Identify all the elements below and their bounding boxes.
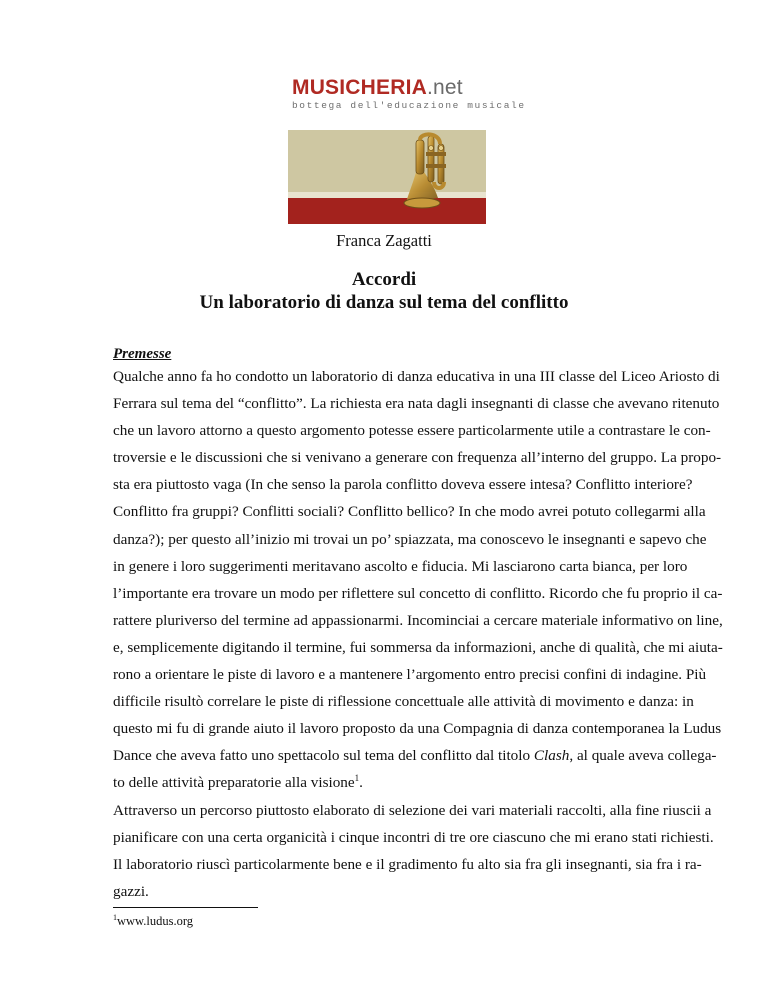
text-line: pianificare con una certa organicità i cinque incontri di tre ore ciascuno che mi erano stati richiesti. (113, 829, 714, 847)
text-line (113, 742, 717, 769)
footnote (113, 914, 193, 929)
section-heading: Premesse (113, 346, 172, 362)
text-line: Attraverso un percorso piuttosto elaborato di selezione dei vari materiali raccolti, alla fine riuscii a (113, 802, 712, 819)
footnote-link[interactable]: www.ludus.org (117, 914, 194, 928)
text-line (113, 769, 670, 796)
text-line: che un lavoro attorno a questo argomento potesse essere particolarmente utile a contrastare le con- (113, 422, 711, 440)
text-line: Qualche anno fa ho condotto un laboratorio di danza educativa in una III classe del Liceo Ariosto di (113, 368, 720, 385)
text-line: Conflitto fra gruppi? Conflitti sociali? Conflitto bellico? In che modo avrei potuto collegarmi alla (113, 503, 706, 521)
text-run: to delle attività preparatorie alla visione (113, 774, 355, 792)
text-line: l’importante era trovare un modo per riflettere sul concetto di conflitto. Ricordo che fu proprio il ca- (113, 584, 723, 602)
logo-name: MUSICHERIA (292, 76, 428, 99)
work-title: Clash (533, 747, 570, 765)
paragraph-2 (113, 797, 714, 905)
text-run: , al quale aveva collega- (569, 747, 717, 765)
text-line: questo mi fu di grande aiuto il lavoro proposto da una Compagnia di danza contemporanea la Ludus (113, 720, 722, 738)
musicheria-logo (292, 76, 526, 111)
footnote-separator (113, 907, 258, 908)
text-line: troversie e le discussioni che si venivano a generare con frequenza all’interno del gruppo. La propo- (113, 449, 722, 467)
title-line-1: Accordi (351, 269, 417, 290)
title-line-2: Un laboratorio di danza sul tema del conflitto (199, 292, 569, 313)
text-line: rono a orientare le piste di lavoro e a mantenere l’argomento entro precisi confini di indagine. Più (113, 666, 707, 684)
text-line: difficile risultò correlare le piste di riflessione concettuale alle attività di movimento e danza: in (113, 693, 694, 711)
text-run: . (359, 774, 363, 792)
logo-ext: .net (427, 76, 463, 99)
logo-tagline: bottega dell'educazione musicale (292, 100, 526, 111)
text-line: e, semplicemente digitando il termine, fui sommersa da informazioni, anche di qualità, che mi aiuta- (113, 638, 723, 656)
text-line: danza?); per questo all’inizio mi trovai un po’ spiazzata, ma conoscevo le insegnanti e sapevo che (113, 530, 707, 548)
text-line: rattere pluriverso del termine ad appassionarmi. Incominciai a cercare materiale informativo on line, (113, 611, 723, 629)
author-name: Franca Zagatti (336, 231, 432, 250)
footnote-ref[interactable]: 1 (354, 773, 360, 784)
text-line: sta era piuttosto vaga (In che senso la parola conflitto doveva essere intesa? Conflitto interiore? (113, 476, 693, 494)
paragraph-1 (113, 363, 723, 797)
text-line: Il laboratorio riuscì particolarmente bene e il gradimento fu alto sia fra gli insegnanti, sia fra i ra- (113, 856, 702, 874)
text-run: Dance che aveva fatto uno spettacolo sul tema del conflitto dal titolo (113, 747, 534, 765)
header-banner (288, 130, 486, 224)
trumpet-icon (288, 130, 486, 224)
document-title (0, 268, 768, 314)
text-line: gazzi. (113, 883, 149, 901)
footnote-marker: 1 (113, 912, 117, 922)
text-line: in genere i loro suggerimenti meritavano ascolto e fiducia. Mi lasciarono carta bianca, per loro (113, 557, 688, 575)
text-line: Ferrara sul tema del “conflitto”. La richiesta era nata dagli insegnanti di classe che avevano ritenuto (113, 395, 720, 413)
